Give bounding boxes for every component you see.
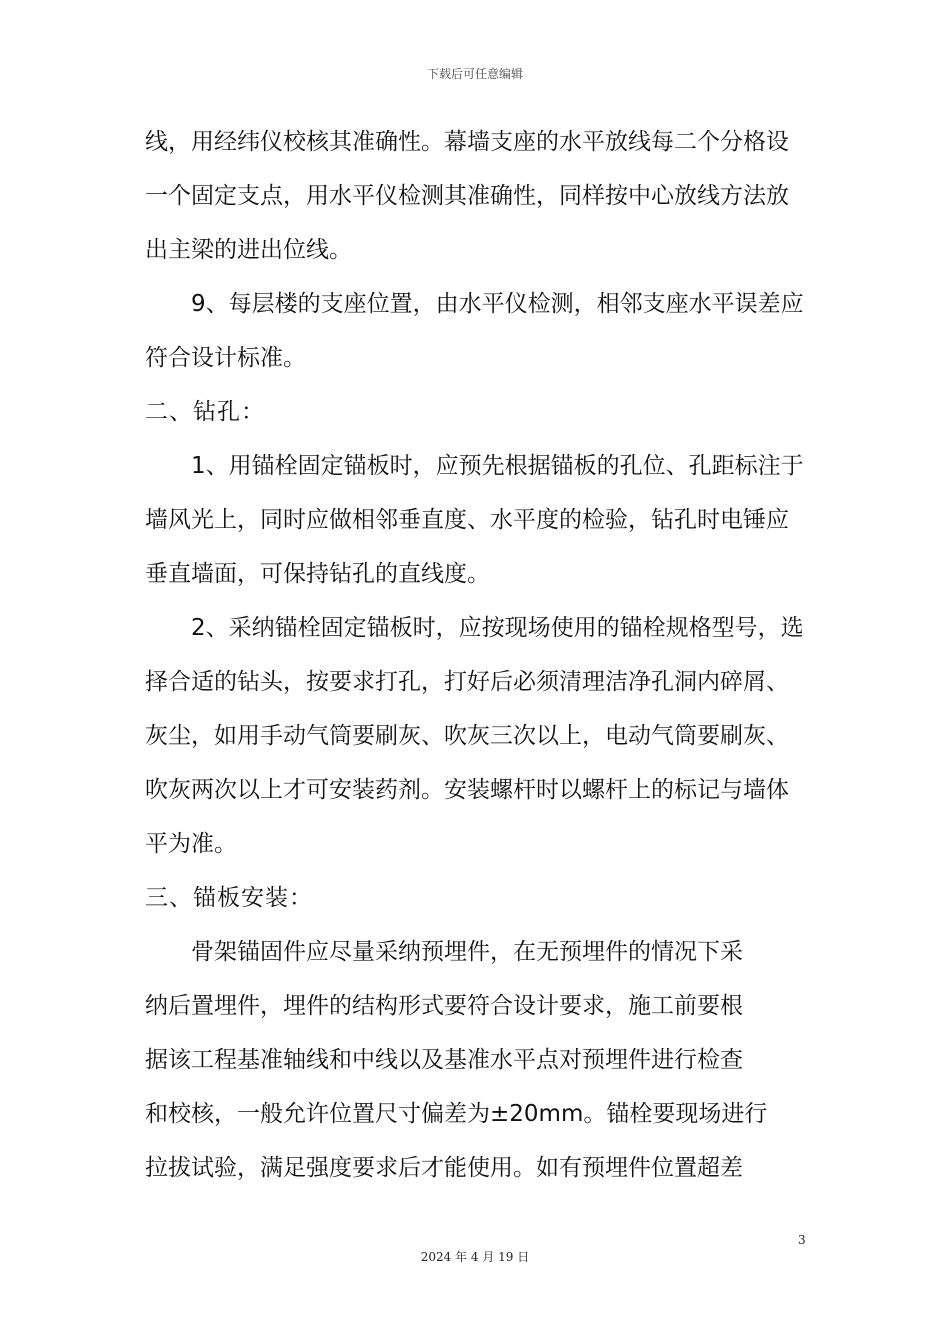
section-heading-drilling: 二、钻孔： [145, 399, 265, 425]
body-line: 一个固定支点，用水平仪检测其准确性，同样按中心放线方法放 [145, 183, 789, 209]
document-body [145, 115, 807, 1195]
paragraph-start: 9、每层楼的支座位置，由水平仪检测，相邻支座水平误差应 [191, 291, 804, 317]
body-line: 拉拔试验，满足强度要求后才能使用。如有预埋件位置超差 [145, 1155, 743, 1181]
body-line: 垂直墙面，可保持钻孔的直线度。 [145, 561, 490, 587]
body-line: 据该工程基准轴线和中线以及基准水平点对预埋件进行检查 [145, 1047, 743, 1073]
body-line: 墙风光上，同时应做相邻垂直度、水平度的检验，钻孔时电锤应 [145, 507, 789, 533]
section-heading-anchor-plate: 三、锚板安装： [145, 885, 313, 911]
page-number: 3 [798, 1233, 806, 1247]
body-line: 符合设计标准。 [145, 345, 306, 371]
page-header: 下载后可任意编辑 [426, 67, 523, 81]
body-line: 出主梁的进出位线。 [145, 237, 352, 263]
body-line: 灰尘，如用手动气筒要刷灰、吹灰三次以上，电动气筒要刷灰、 [145, 723, 789, 749]
body-line: 和校核，一般允许位置尺寸偏差为±20mm。锚栓要现场进行 [145, 1101, 768, 1127]
body-line: 择合适的钻头，按要求打孔，打好后必须清理洁净孔洞内碎屑、 [145, 669, 789, 695]
paragraph-start: 2、采纳锚栓固定锚板时，应按现场使用的锚栓规格型号，选 [191, 615, 804, 641]
body-line: 吹灰两次以上才可安装药剂。安装螺杆时以螺杆上的标记与墙体 [145, 777, 789, 803]
paragraph-start: 骨架锚固件应尽量采纳预埋件，在无预埋件的情况下采 [191, 939, 743, 965]
paragraph-start: 1、用锚栓固定锚板时，应预先根据锚板的孔位、孔距标注于 [191, 453, 804, 479]
body-line: 平为准。 [145, 831, 237, 857]
footer-date: 2024 年 4 月 19 日 [420, 1250, 530, 1264]
body-line: 纳后置埋件，埋件的结构形式要符合设计要求，施工前要根 [145, 993, 743, 1019]
body-line: 线，用经纬仪校核其准确性。幕墙支座的水平放线每二个分格设 [145, 129, 789, 155]
